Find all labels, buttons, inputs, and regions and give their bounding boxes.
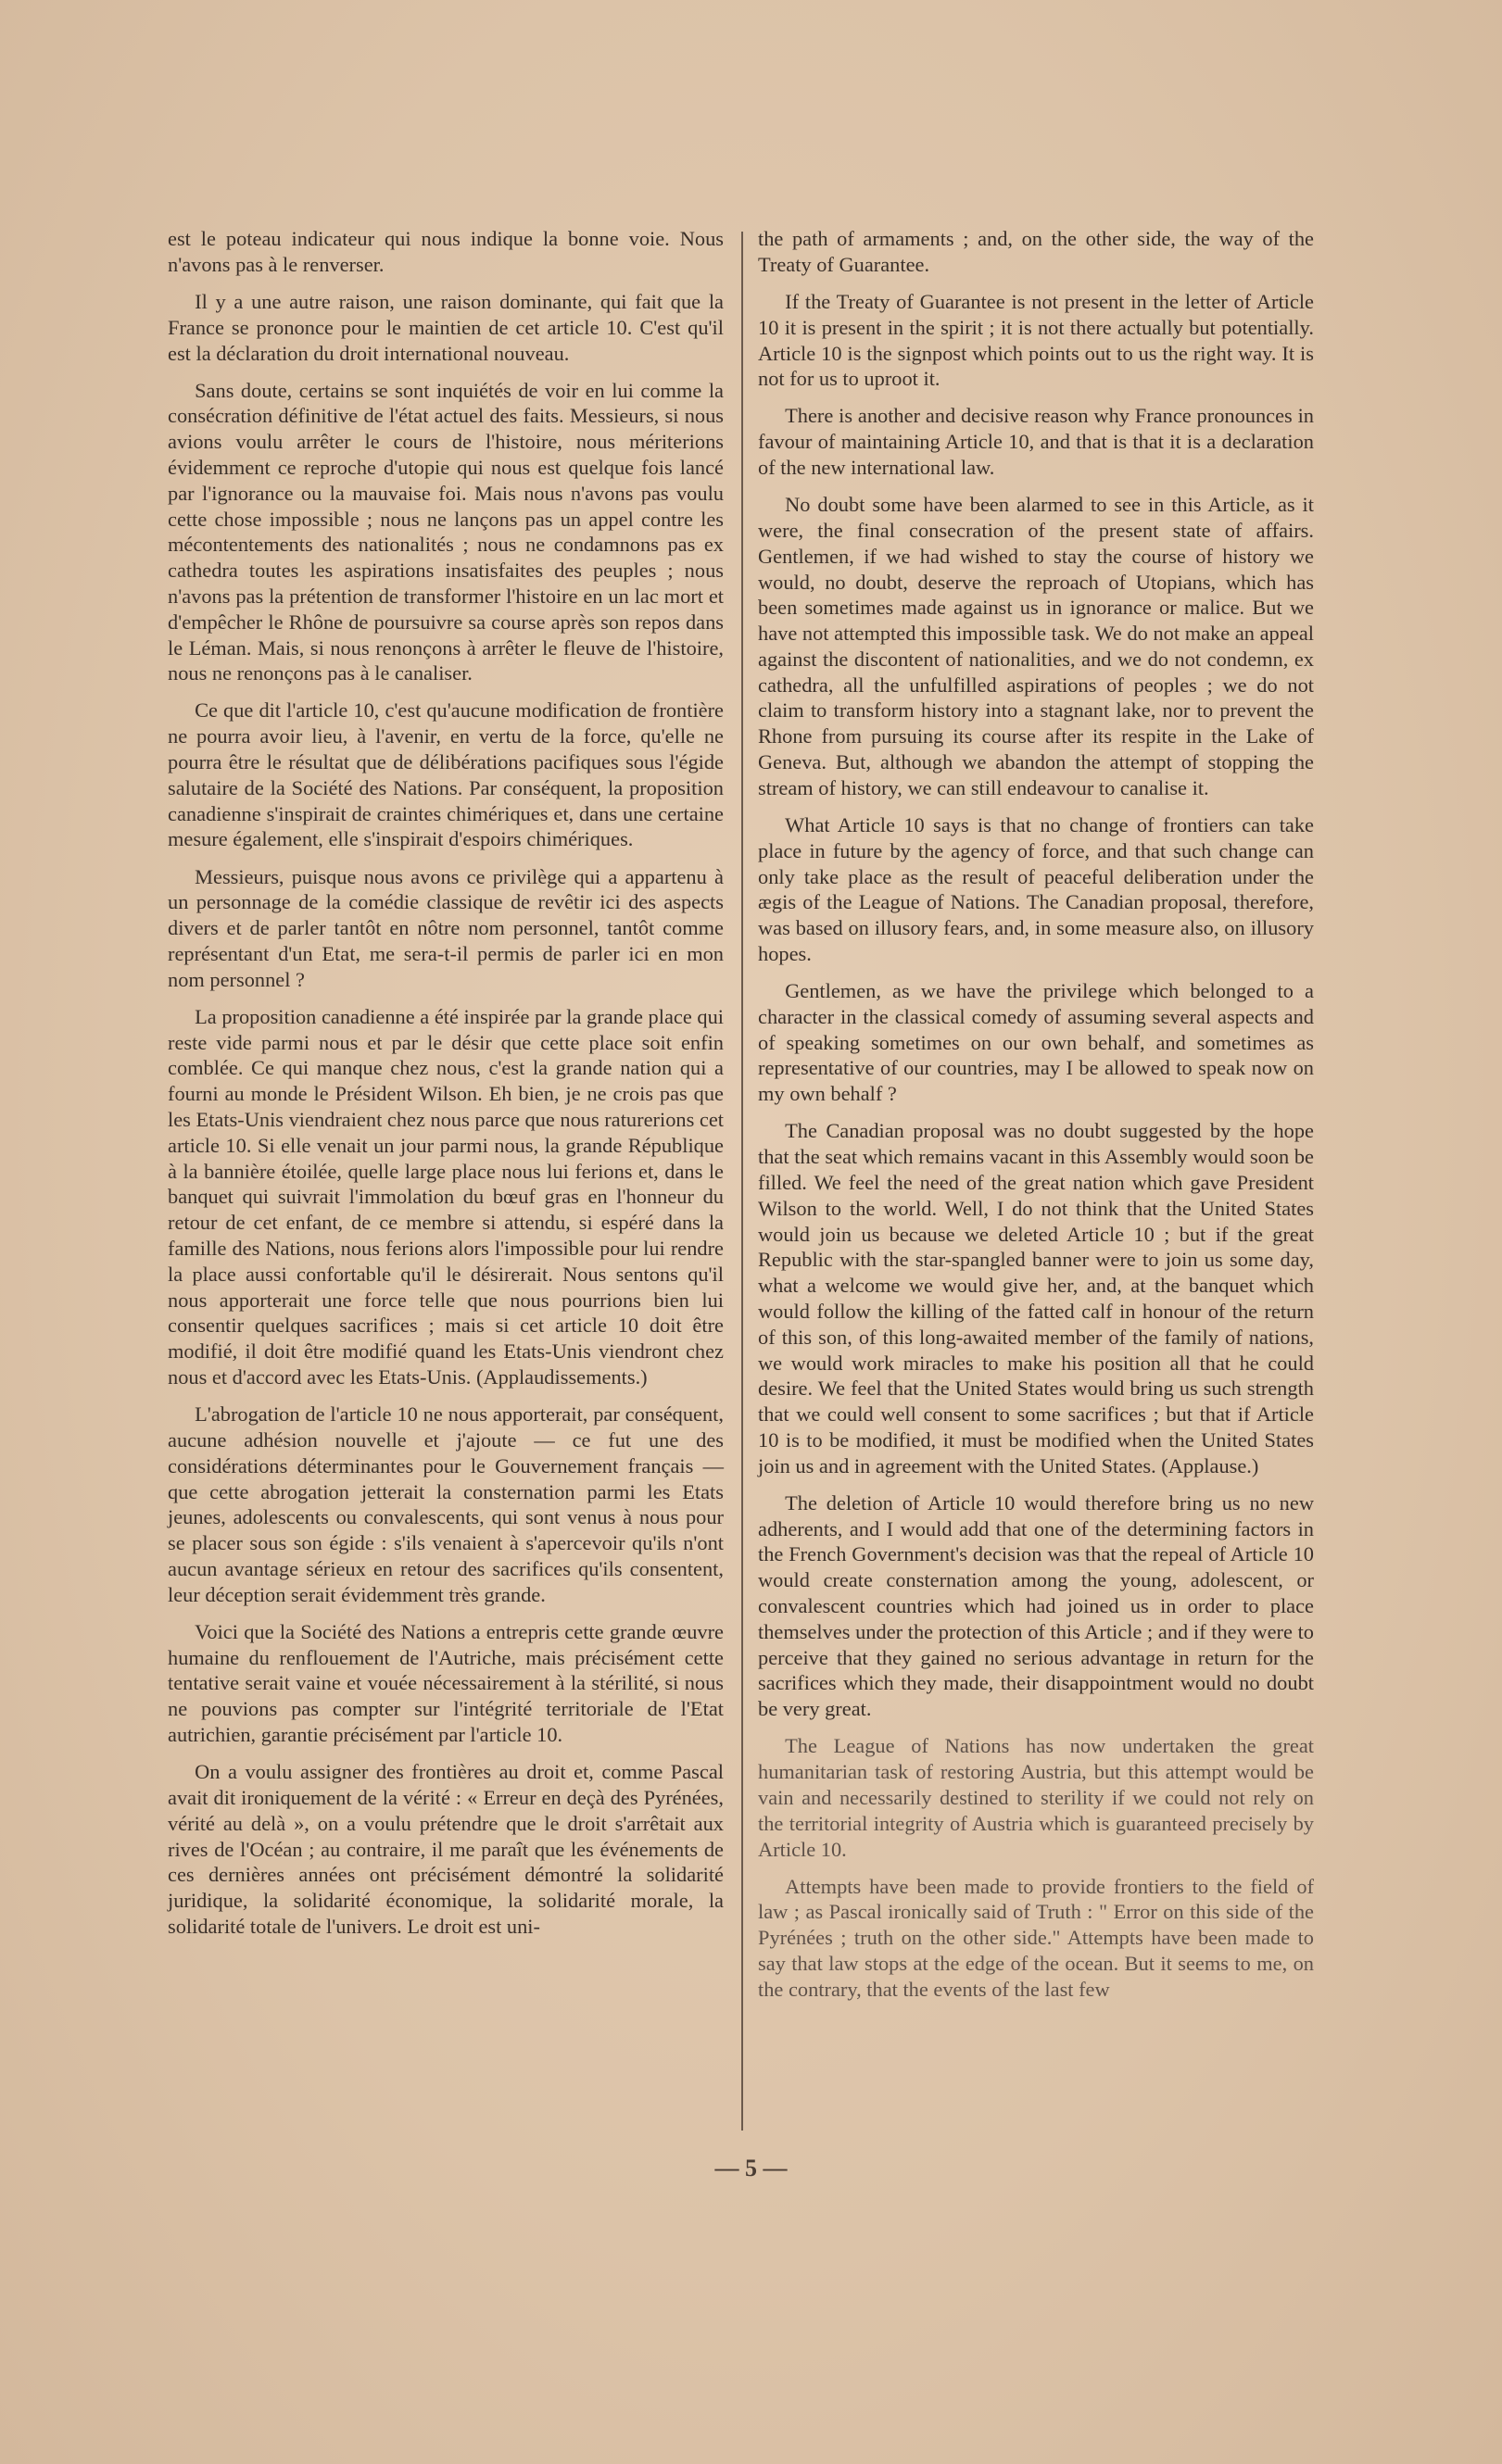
page-number: — 5 — [714,2155,788,2181]
paragraph: Voici que la Société des Nations a entrepris cette grande œuvre humaine du renflouement de l'Autriche, mais précisément cette tentative serait vaine et vouée nécessairement à la stérilité, si nous ne pouvions pas compter sur l'intégrité territoriale de l'Etat autrichien, garantie précisément par l'article 10. [168,1619,724,1747]
paragraph: La proposition canadienne a été inspirée par la grande place qui reste vide parmi nous et par le désir que cette place soit enfin comblée. Ce qui manque chez nous, c'est la grande nation qui a fourni au monde le Président Wilson. Eh bien, je ne crois pas que les Etats-Unis viendraient chez nous parce que nous raturerions cet article 10. Si elle venait un jour parmi nous, la grande République à la bannière étoilée, quelle large place nous lui ferions et, dans le banquet qui suivrait l'immolation du bœuf gras en l'honneur du retour de cet enfant, de ce membre si attendu, si espéré dans la famille des Nations, nous ferions alors l'impossible pour lui rendre la place aussi confortable qu'il le désirerait. Nous sentons qu'il nous apporterait une force telle que nous pourrions bien lui consentir quelques sacrifices ; mais si cet article 10 doit être modifié, il doit être modifié quand les Etats-Unis viendront chez nous et d'accord avec les Etats-Unis. (Applaudissements.) [168,1004,724,1389]
paragraph: the path of armaments ; and, on the other side, the way of the Treaty of Guarantee. [758,227,1314,276]
paragraph: The Canadian proposal was no doubt suggested by the hope that the seat which remains vacant in this Assembly would soon be filled. We feel the need of the great nation which gave President Wilson to the world. Well, I do not think that the United States would join us because we deleted Article 10 ; but if the great Republic with the star-spangled banner were to join us some day, what a welcome we would give her, and, at the banquet which would follow the killing of the fatted calf in honour of the return of this son, of this long-awaited member of the family of nations, we would work miracles to make his position all that he could desire. We feel that the United States would bring us such strength that we could well consent to some sacrifices ; but that if Article 10 is to be modified, it must be modified when the United States join us and in agreement with the United States. (Applause.) [758,1119,1314,1477]
paragraph: Gentlemen, as we have the privilege which belonged to a character in the classical comedy of assuming several aspects and of speaking sometimes on our own behalf, and sometimes as representative of our countries, may I be allowed to speak now on my own behalf ? [758,979,1314,1106]
french-text-column [168,226,724,1951]
paragraph: est le poteau indicateur qui nous indique la bonne voie. Nous n'avons pas à le renverser. [168,227,724,276]
paragraph: There is another and decisive reason why France pronounces in favour of maintaining Article 10, and that is that it is a declaration of the new international law. [758,404,1314,479]
paragraph: Il y a une autre raison, une raison dominante, qui fait que la France se prononce pour le maintien de cet article 10. C'est qu'il est la déclaration du droit international nouveau. [168,289,724,365]
paragraph: L'abrogation de l'article 10 ne nous apporterait, par conséquent, aucune adhésion nouvelle et j'ajoute — ce fut une des considérations déterminantes pour le Gouvernement français — que cette abrogation jetterait la consternation parmi les Etats jeunes, adolescents ou convalescents, qui sont venus à nous pour se placer sous son égide : s'ils venaient à s'apercevoir qu'ils n'ont aucun avantage sérieux en retour des sacrifices qu'ils consentent, leur déception serait évidemment très grande. [168,1402,724,1606]
paragraph: What Article 10 says is that no change of frontiers can take place in future by the agency of force, and that such change can only take place as the result of peaceful deliberation under the ægis of the League of Nations. The Canadian proposal, therefore, was based on illusory fears, and, in some measure also, on illusory hopes. [758,812,1314,965]
paragraph: Attempts have been made to provide frontiers to the field of law ; as Pascal ironically said of Truth : " Error on this side of the Pyrénées ; truth on the other side." Attempts have been made to say that law stops at the edge of the ocean. But it seems to me, on the contrary, that the events of the last few [758,1874,1314,2001]
paragraph: If the Treaty of Guarantee is not present in the letter of Article 10 it is present in the spirit ; it is not there actually but potentially. Article 10 is the signpost which points out to us the right way. It is not for us to uproot it. [758,289,1314,391]
paragraph: The League of Nations has now undertaken the great humanitarian task of restoring Austria, but this attempt would be vain and necessarily destined to sterility if we could not rely on the territorial integrity of Austria which is guaranteed precisely by Article 10. [758,1734,1314,1861]
paragraph: Sans doute, certains se sont inquiétés de voir en lui comme la consécration définitive de l'état actuel des faits. Messieurs, si nous avions voulu arrêter le cours de l'histoire, nous mériterions évidemment ce reproche d'utopie qui nous est quelque fois lancé par l'ignorance ou la mauvaise foi. Mais nous n'avons pas voulu cette chose impossible ; nous ne lançons pas un appel contre les mécontentements des nationalités ; nous ne condamnons pas ex cathedra toutes les aspirations insatisfaites des peuples ; nous n'avons pas la prétention de transformer l'histoire en un lac mort et d'empêcher le Rhône de poursuivre sa course après son repos dans le Léman. Mais, si nous renonçons à arrêter le fleuve de l'histoire, nous ne renonçons pas à le canaliser. [168,378,724,685]
column-divider [741,232,743,2131]
paragraph: No doubt some have been alarmed to see in this Article, as it were, the final consecration of the present state of affairs. Gentlemen, if we had wished to stay the course of history we would, no doubt, deserve the reproach of Utopians, which has been sometimes made against us in ignorance or malice. But we have not attempted this impossible task. We do not make an appeal against the discontent of nationalities, and we do not condemn, ex cathedra, all the unfulfilled aspirations of peoples ; we do not claim to transform history into a stagnant lake, nor to prevent the Rhone from pursuing its course after its respite in the Lake of Geneva. But, although we abandon the attempt of stopping the stream of history, we can still endeavour to canalise it. [758,493,1314,799]
paragraph: Ce que dit l'article 10, c'est qu'aucune modification de frontière ne pourra avoir lieu, à l'avenir, en vertu de la force, qu'elle ne pourra être le résultat que de délibérations pacifiques sous l'égide salutaire de la Société des Nations. Par conséquent, la proposition canadienne s'inspirait de craintes chimériques et, dans une certaine mesure également, elle s'inspirait d'espoirs chimériques. [168,698,724,851]
paragraph: Messieurs, puisque nous avons ce privilège qui a appartenu à un personnage de la comédie classique de revêtir ici des aspects divers et de parler tantôt en nôtre nom personnel, tantôt comme représentant d'un Etat, me sera-t-il permis de parler ici en mon nom personnel ? [168,864,724,991]
paragraph: On a voulu assigner des frontières au droit et, comme Pascal avait dit ironiquement de la vérité : « Erreur en deçà des Pyrénées, vérité au delà », on a voulu prétendre que le droit s'arrêtait aux rives de l'Océan ; au contraire, il me paraît que les événements de ces dernières années ont précisément démontré la solidarité juridique, la solidarité économique, la solidarité morale, la solidarité totale de l'univers. Le droit est uni- [168,1760,724,1938]
paragraph: The deletion of Article 10 would therefore bring us no new adherents, and I would add that one of the determining factors in the French Government's decision was that the repeal of Article 10 would create consternation among the young, adolescent, or convalescent countries which had joined us in order to place themselves under the protection of this Article ; and if they were to perceive that they gained no serious advantage in return for the sacrifices which they made, their disappointment would no doubt be very great. [758,1490,1314,1721]
english-text-column [758,226,1314,2014]
